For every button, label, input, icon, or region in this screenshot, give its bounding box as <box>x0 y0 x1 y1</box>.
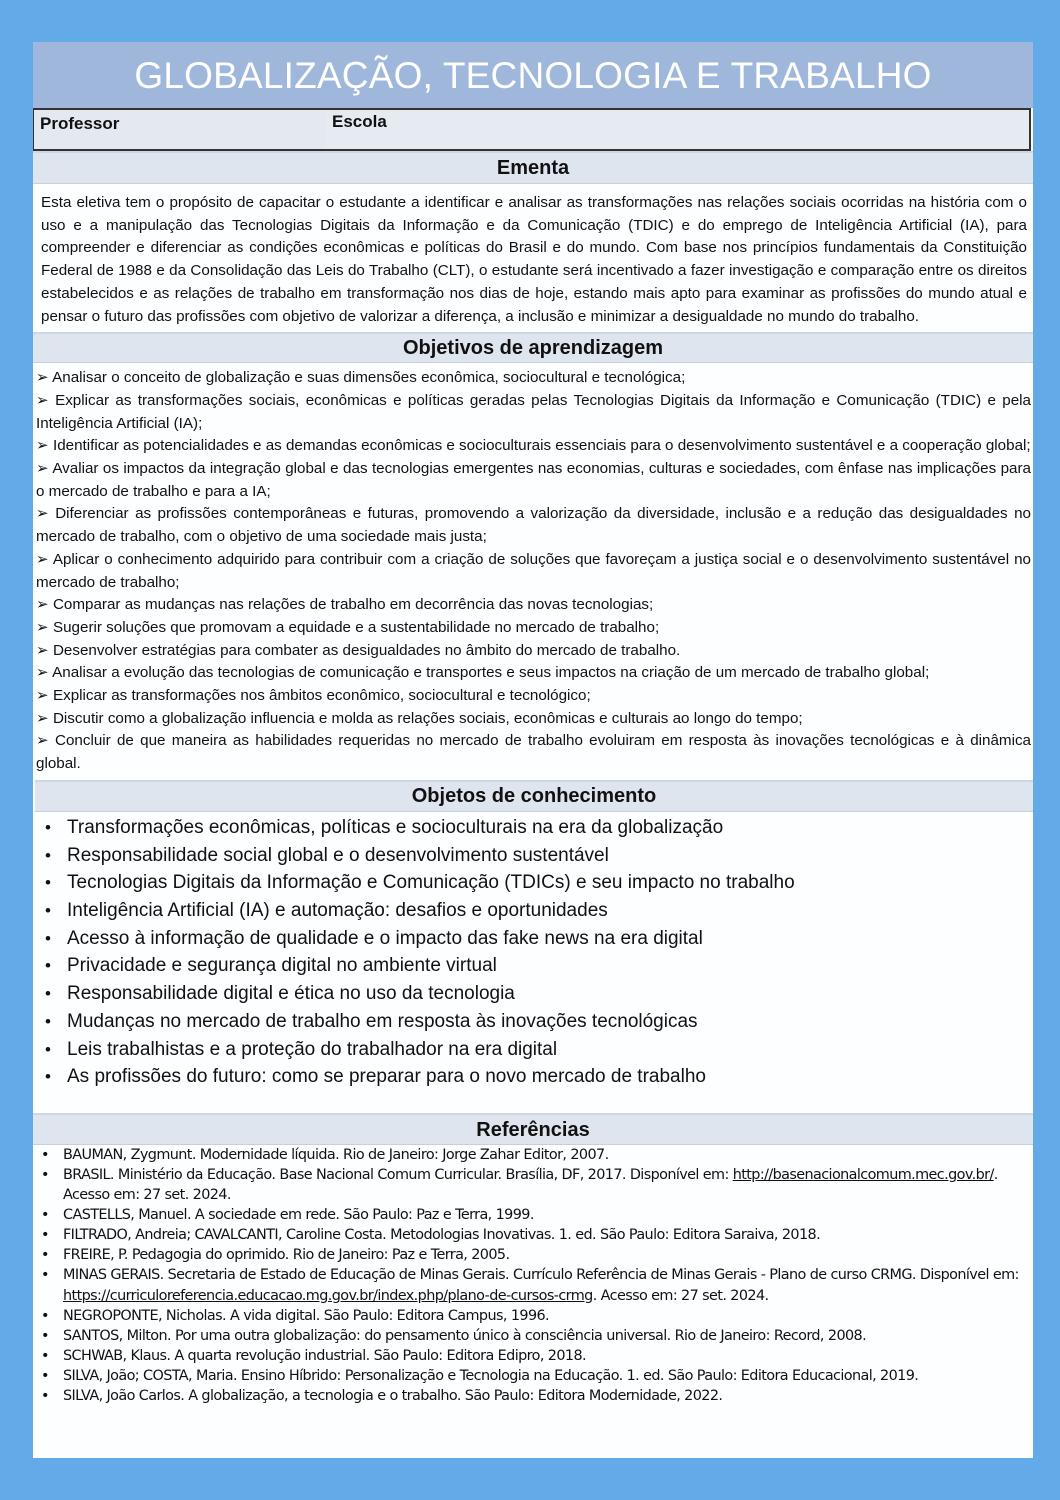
objeto-item: • Transformações econômicas, políticas e socioculturais na era da globalização <box>67 814 1033 842</box>
objeto-item: • Responsabilidade digital e ética no uso da tecnologia <box>67 980 1033 1008</box>
objeto-item: • Mudanças no mercado de trabalho em resposta às inovações tecnológicas <box>67 1008 1033 1036</box>
objetivo-item <box>36 708 1031 731</box>
reference-text: FILTRADO, Andreia; CAVALCANTI, Caroline Costa. Metodologias Inovativas. 1. ed. São Paulo: Editora Saraiva, 2018. <box>63 1227 821 1244</box>
arrow-bullet-icon: ➢ <box>36 618 49 636</box>
objetivo-item <box>36 594 1031 617</box>
reference-text: BAUMAN, Zygmunt. Modernidade líquida. Rio de Janeiro: Jorge Zahar Editor, 2007. <box>63 1146 609 1163</box>
objetivo-text: Concluir de que maneira as habilidades requeridas no mercado de trabalho evoluiram em resposta às inovações tecnológicas e à dinâmica global. <box>36 732 1031 773</box>
objetivo-text: Identificar as potencialidades e as demandas econômicas e socioculturais essenciais para o desenvolvimento sustentável e a cooperação global; <box>52 437 1031 455</box>
objetivo-item <box>36 458 1031 503</box>
objetivos-list <box>33 363 1033 778</box>
reference-item <box>63 1366 1033 1386</box>
arrow-bullet-icon: ➢ <box>36 369 49 387</box>
document-title: GLOBALIZAÇÃO, TECNOLOGIA E TRABALHO <box>33 42 1033 108</box>
document-page <box>33 42 1033 1458</box>
objetivo-text: Aplicar o conhecimento adquirido para contribuir com a criação de soluções que favoreçam a justiça social e o desenvolvimento sustentável no mercado de trabalho; <box>36 550 1031 591</box>
objetivo-item <box>36 662 1031 685</box>
objetivo-item <box>36 685 1031 708</box>
objeto-item: • Responsabilidade social global e o desenvolvimento sustentável <box>67 842 1033 870</box>
ementa-text: Esta eletiva tem o propósito de capacitar o estudante a identificar e analisar as transformações nas relações sociais ocorridas na história com o uso e a manipulação das Tecnologias Digitais da Informação e da Comunicação (TDIC) e do emprego de Inteligência Artificial (IA), para compreender e diferenciar as condições econômicas e políticas do Brasil e do mundo. Com base nos princípios fundamentais da Constituição Federal de 1988 e da Consolidação das Leis do Trabalho (CLT), o estudante será incentivado a fazer investigação e comparação entre os direitos estabelecidos e as relações de trabalho em transformação nos dias de hoje, estando mais apto para examinar as profissões do mundo atual e pensar o futuro das profissões com objetivo de valorizar a diferença, a inclusão e minimizar a desigualdade no mundo do trabalho. <box>41 194 1027 325</box>
reference-item <box>63 1306 1033 1326</box>
objetivo-text: Analisar o conceito de globalização e suas dimensões econômica, sociocultural e tecnológica; <box>52 369 686 387</box>
arrow-bullet-icon: ➢ <box>36 391 49 409</box>
reference-item <box>63 1145 1033 1165</box>
reference-item <box>63 1265 1033 1305</box>
objetivo-item <box>36 503 1031 548</box>
reference-link[interactable]: https://curriculoreferencia.educacao.mg.gov.br/index.php/plano-de-cursos-crmg <box>63 1287 593 1304</box>
objetivo-item <box>36 730 1031 775</box>
objetivo-item <box>36 435 1031 458</box>
reference-text: SILVA, João; COSTA, Maria. Ensino Híbrido: Personalização e Tecnologia na Educação. 1. ed. São Paulo: Editora Educacional, 2019. <box>63 1367 919 1384</box>
objetivo-text: Comparar as mudanças nas relações de trabalho em decorrência das novas tecnologias; <box>52 596 654 614</box>
objeto-item: • Acesso à informação de qualidade e o impacto das fake news na era digital <box>67 925 1033 953</box>
arrow-bullet-icon: ➢ <box>36 709 49 727</box>
objeto-item: • Tecnologias Digitais da Informação e Comunicação (TDICs) e seu impacto no trabalho <box>67 869 1033 897</box>
objetivo-text: Explicar as transformações sociais, econômicas e políticas geradas pelas Tecnologias Digitais da Informação e Comunicação (TDIC) e pela Inteligência Artificial (IA); <box>36 391 1031 432</box>
arrow-bullet-icon: ➢ <box>36 732 49 750</box>
objetivo-item <box>36 549 1031 594</box>
professor-label: Professor <box>40 114 120 133</box>
reference-item <box>63 1245 1033 1265</box>
objetivo-text: Discutir como a globalização influencia e molda as relações sociais, econômicas e culturais ao longo do tempo; <box>52 709 803 727</box>
arrow-bullet-icon: ➢ <box>36 687 49 705</box>
reference-text: SANTOS, Milton. Por uma outra globalização: do pensamento único à consciência universal. Rio de Janeiro: Record, 2008. <box>63 1327 867 1344</box>
objeto-item: • Leis trabalhistas e a proteção do trabalhador na era digital <box>67 1036 1033 1064</box>
objeto-item: • As profissões do futuro: como se preparar para o novo mercado de trabalho <box>67 1063 1033 1091</box>
reference-item <box>63 1225 1033 1245</box>
referencias-list <box>33 1145 1033 1406</box>
objetivo-text: Explicar as transformações nos âmbitos econômico, sociocultural e tecnológico; <box>52 687 591 705</box>
objetivo-item <box>36 617 1031 640</box>
objetivo-text: Desenvolver estratégias para combater as desigualdades no âmbito do mercado de trabalho. <box>52 641 681 659</box>
objetivos-heading: Objetivos de aprendizagem <box>33 332 1033 363</box>
objeto-item: • Privacidade e segurança digital no ambiente virtual <box>67 952 1033 980</box>
objetivo-item <box>36 367 1031 390</box>
arrow-bullet-icon: ➢ <box>36 641 49 659</box>
reference-text-after: . Acesso em: 27 set. 2024. <box>63 1167 998 1204</box>
objetos-list <box>33 812 1033 1113</box>
reference-item <box>63 1346 1033 1366</box>
reference-item <box>63 1386 1033 1406</box>
objetivo-text: Sugerir soluções que promovam a equidade e a sustentabilidade no mercado de trabalho; <box>52 618 660 636</box>
reference-text: SCHWAB, Klaus. A quarta revolução industrial. São Paulo: Editora Edipro, 2018. <box>63 1347 586 1364</box>
objetivo-text: Avaliar os impactos da integração global e das tecnologias emergentes nas economias, culturas e sociedades, com ênfase nas implicações para o mercado de trabalho e para a IA; <box>36 460 1031 500</box>
objetivo-item <box>36 390 1031 435</box>
reference-text: NEGROPONTE, Nicholas. A vida digital. São Paulo: Editora Campus, 1996. <box>63 1307 550 1324</box>
arrow-bullet-icon: ➢ <box>36 550 49 568</box>
reference-item <box>63 1205 1033 1225</box>
arrow-bullet-icon: ➢ <box>36 505 49 523</box>
objetivo-item <box>36 640 1031 663</box>
reference-text: SILVA, João Carlos. A globalização, a tecnologia e o trabalho. São Paulo: Editora Modernidade, 2022. <box>63 1388 723 1405</box>
referencias-heading: Referências <box>33 1113 1033 1145</box>
info-row <box>33 108 1031 151</box>
arrow-bullet-icon: ➢ <box>36 596 49 614</box>
reference-text: BRASIL. Ministério da Educação. Base Nacional Comum Curricular. Brasília, DF, 2017. Disponível em: <box>63 1167 733 1183</box>
arrow-bullet-icon: ➢ <box>36 664 49 682</box>
arrow-bullet-icon: ➢ <box>36 437 49 455</box>
arrow-bullet-icon: ➢ <box>36 460 49 478</box>
reference-text: MINAS GERAIS. Secretaria de Estado de Educação de Minas Gerais. Currículo Referência de Minas Gerais - Plano de curso CRMG. Disponível em: <box>63 1267 1019 1284</box>
objetos-heading: Objetos de conhecimento <box>35 780 1033 812</box>
reference-text: FREIRE, P. Pedagogia do oprimido. Rio de Janeiro: Paz e Terra, 2005. <box>63 1247 510 1264</box>
objetivo-text: Analisar a evolução das tecnologias de comunicação e transportes e seus impactos na criação de um mercado de trabalho global; <box>52 664 930 682</box>
reference-text: CASTELLS, Manuel. A sociedade em rede. São Paulo: Paz e Terra, 1999. <box>63 1207 534 1224</box>
escola-label: Escola <box>326 110 1029 149</box>
reference-link[interactable]: http://basenacionalcomum.mec.gov.br/ <box>732 1167 994 1183</box>
objeto-item: • Inteligência Artificial (IA) e automação: desafios e oportunidades <box>67 897 1033 925</box>
reference-text-after: . Acesso em: 27 set. 2024. <box>592 1287 769 1304</box>
reference-item <box>63 1326 1033 1346</box>
reference-item <box>63 1165 1033 1205</box>
objetivo-text: Diferenciar as profissões contemporâneas e futuras, promovendo a valorização da diversidade, inclusão e a redução das desigualdades no mercado de trabalho, com o objetivo de uma sociedade mais justa; <box>36 505 1031 546</box>
ementa-heading: Ementa <box>33 151 1033 184</box>
